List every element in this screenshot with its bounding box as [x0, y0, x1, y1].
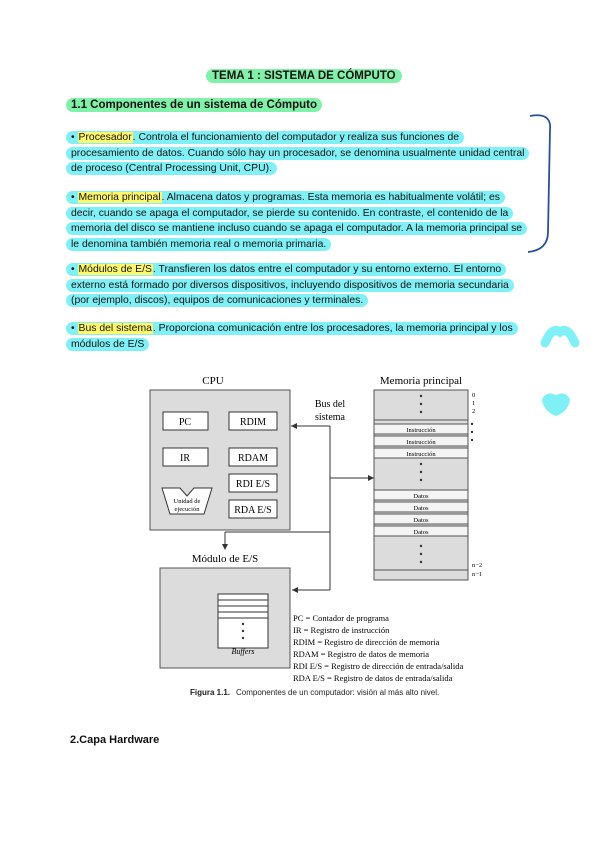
- reg-ir-label: IR: [180, 453, 190, 464]
- item-text: . Transfieren los datos entre el computador y su entorno externo. El entorno externo está formado por diversos dispositivos, incluyendo dispositivos de memoria secundaria (por ejemplo, discos), equipos de comunicaciones y terminales.: [71, 264, 509, 307]
- mem-row-1-label: Instrucción: [406, 427, 436, 434]
- mem-row-5-label: Datos: [413, 505, 429, 512]
- caption-number: Figura 1.1.: [190, 688, 231, 697]
- buffers-label: Buffers: [231, 647, 255, 656]
- io-label: Módulo de E/S: [191, 553, 259, 565]
- bullet: •: [71, 132, 75, 143]
- mem-row-6-label: Datos: [413, 517, 429, 524]
- cpu-label: CPU: [202, 375, 224, 387]
- item-text: . Almacena datos y programas. Esta memoria es habitualmente volátil; es decir, cuando se apaga el computador, se pierde su contenido. En contraste, el contenido de la memoria del disco se mantiene incluso cuando se apaga el computador. A la memoria principal se le denomina también memoria real o memoria primaria.: [71, 192, 523, 250]
- section-text: 1.1 Componentes de un sistema de Cómputo: [66, 98, 322, 112]
- term-bus: Bus del sistema: [78, 323, 152, 334]
- arrow-io: [292, 587, 298, 593]
- arrow-cpu: [291, 423, 297, 429]
- bus-label-2: sistema: [315, 412, 345, 423]
- item-text: . Controla el funcionamiento del computador y realiza sus funciones de procesamiento de datos. Cuando sólo hay un procesador, se denomina usualmente unidad central de proceso (Central Processing Unit, CPU).: [71, 132, 525, 175]
- reg-rdim-label: RDIM: [239, 417, 267, 428]
- reg-pc-label: PC: [178, 417, 192, 428]
- arrow-mem: [368, 475, 374, 481]
- bus-label-1: Bus del: [314, 399, 346, 410]
- reg-rda-label: RDA E/S: [234, 505, 272, 516]
- term-memoria: Memoria principal: [78, 192, 161, 203]
- heading-capa-hardware: 2.Capa Hardware: [70, 734, 160, 746]
- mem-index-1: 1: [472, 400, 476, 407]
- legend-5: RDI E/S = Registro de dirección de entrada/salida: [293, 661, 464, 671]
- legend-2: IR = Registro de instrucción: [293, 625, 390, 635]
- memory-box: [374, 390, 468, 580]
- buffers-box: [218, 594, 268, 648]
- mem-index-2: 2: [472, 408, 476, 415]
- term-modulos: Módulos de E/S: [78, 264, 152, 275]
- bullet: •: [71, 323, 75, 334]
- mem-index-n2: n−2: [472, 562, 483, 569]
- caption-text: Componentes de un computador: visión al más alto nivel.: [236, 688, 440, 697]
- bullet: •: [71, 264, 75, 275]
- exec-unit-line2: ejecución: [174, 506, 200, 513]
- bullet: •: [71, 192, 75, 203]
- mem-row-4-label: Datos: [413, 493, 429, 500]
- legend-6: RDA E/S = Registro de datos de entrada/salida: [293, 673, 453, 683]
- legend-4: RDAM = Registro de datos de memoria: [293, 649, 430, 659]
- memory-label: Memoria principal: [379, 375, 463, 387]
- exec-unit-line1: Unidad de: [173, 498, 201, 505]
- memory-side-dots: [471, 423, 473, 441]
- item-text: . Proporciona comunicación entre los procesadores, la memoria principal y los módulos de E/S: [71, 323, 513, 350]
- mem-index-n1: n−1: [472, 571, 483, 578]
- mem-row-2-label: Instrucción: [406, 439, 436, 446]
- legend-3: RDIM = Registro de dirección de memoria: [293, 637, 440, 647]
- arrow-io-up: [222, 544, 228, 550]
- figure-caption: [190, 688, 439, 697]
- term-procesador: Procesador: [78, 132, 132, 143]
- mem-row-3-label: Instrucción: [406, 451, 436, 458]
- title-text: TEMA 1 : SISTEMA DE CÓMPUTO: [206, 69, 402, 83]
- reg-rdi-label: RDI E/S: [235, 479, 271, 490]
- mem-index-0: 0: [472, 392, 476, 399]
- mem-row-7-label: Datos: [413, 529, 429, 536]
- reg-rdam-label: RDAM: [237, 453, 269, 464]
- legend-1: PC = Contador de programa: [293, 613, 389, 623]
